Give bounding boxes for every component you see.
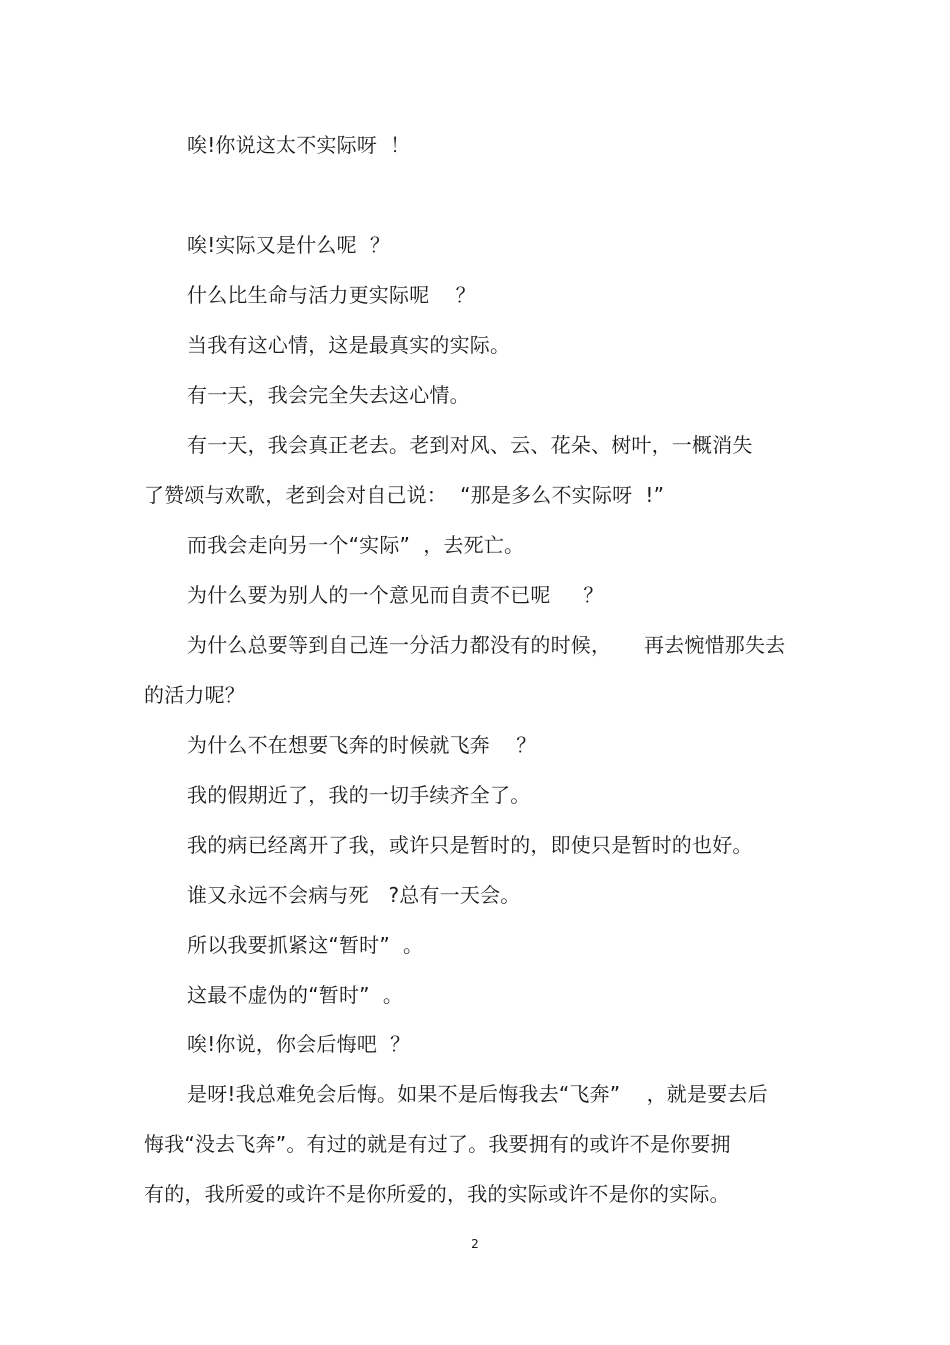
paragraph-line: 为什么不在想要飞奔的时候就飞奔 ？ — [187, 733, 537, 757]
paragraph-line: 有一天，我会完全失去这心情。 — [187, 383, 470, 407]
paragraph-line: 这最不虚伪的“暂时” 。 — [187, 983, 404, 1007]
paragraph-line: 为什么总要等到自己连一分活力都没有的时候， 再去惋惜那失去 — [187, 633, 786, 657]
paragraph-line: 有的，我所爱的或许不是你所爱的，我的实际或许不是你的实际。 — [144, 1182, 730, 1206]
paragraph-line: 的活力呢？ — [144, 683, 245, 707]
paragraph-line: 所以我要抓紧这“暂时” 。 — [187, 933, 424, 957]
paragraph-line: 我的病已经离开了我，或许只是暂时的，即使只是暂时的也好。 — [187, 833, 753, 857]
paragraph-line: 而我会走向另一个“实际” ，去死亡。 — [187, 533, 525, 557]
page-number: 2 — [471, 1237, 479, 1251]
paragraph-line: 什么比生命与活力更实际呢 ？ — [187, 283, 476, 307]
paragraph-line: 是呀!我总难免会后悔。如果不是后悔我去“飞奔” ，就是要去后 — [187, 1082, 768, 1106]
paragraph-line: 唉!你说这太不实际呀 ！ — [187, 133, 411, 157]
paragraph-line: 悔我“没去飞奔”。有过的就是有过了。我要拥有的或许不是你要拥 — [144, 1132, 731, 1156]
paragraph-line: 了赞颂与欢歌，老到会对自己说： “那是多么不实际呀 !” — [144, 483, 665, 507]
paragraph-line: 为什么要为别人的一个意见而自责不已呢 ？ — [187, 583, 604, 607]
paragraph-line: 谁又永远不会病与死 ?总有一天会。 — [187, 883, 521, 907]
paragraph-line: 当我有这心情，这是最真实的实际。 — [187, 333, 511, 357]
paragraph-line: 我的假期近了，我的一切手续齐全了。 — [187, 783, 531, 807]
paragraph-line: 唉!你说，你会后悔吧 ？ — [187, 1032, 411, 1056]
paragraph-line: 唉!实际又是什么呢 ？ — [187, 233, 391, 257]
paragraph-line: 有一天，我会真正老去。老到对风、云、花朵、树叶，一概消失 — [187, 433, 753, 457]
